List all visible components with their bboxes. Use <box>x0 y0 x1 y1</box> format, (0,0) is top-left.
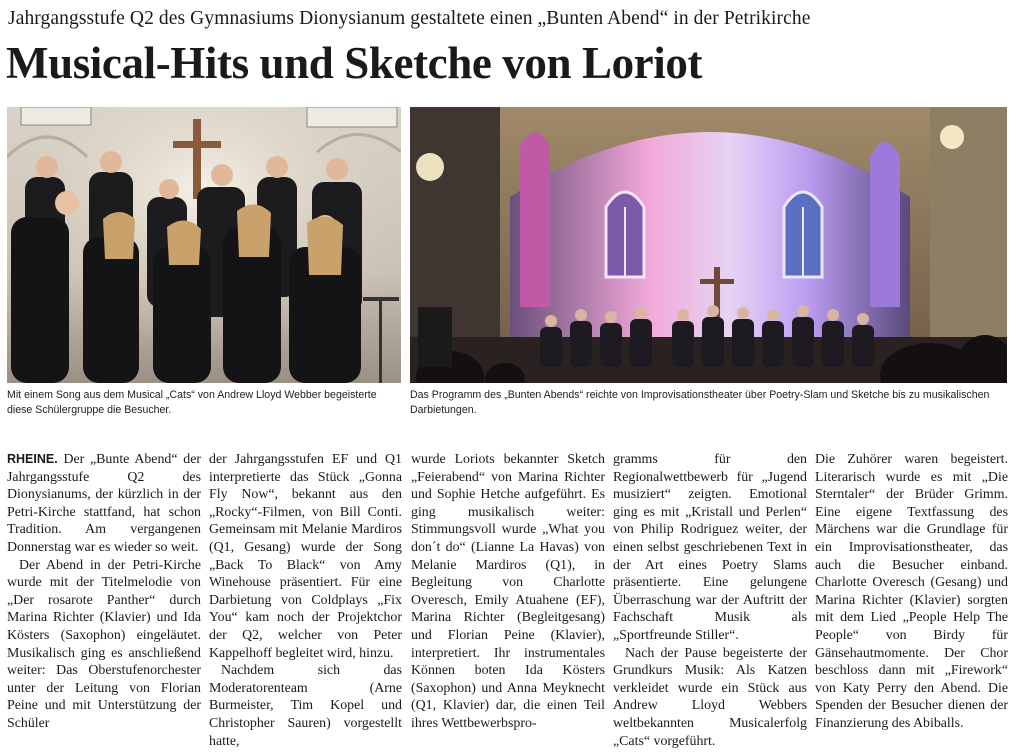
article-column-3 <box>411 451 605 751</box>
paragraph: wurde Loriots bekannter Sketch „Feierabend“ von Marina Richter und Sophie Hetche aufgeführt. Es ging musikalisch weiter: Stimmungsvoll wurde „What you don´t do“ (Lianne La Havas) von Melanie Mardiros (Q1), in Begleitung von Charlotte Overesch, Emily Atuahene (EF), Marina Richter (Begleitgesang) und Florian Peine (Klavier), interpretiert. Ihr instrumentales Können boten Ida Kösters (Saxophon) und Anna Meyknecht (Q1, Klavier) dar, die einen Teil ihres Wettbewerbspro- <box>411 452 605 731</box>
article-kicker: Jahrgangsstufe Q2 des Gymnasiums Dionysianum gestaltete einen „Bunten Abend“ in der Petrikirche <box>8 8 811 29</box>
paragraph: Der Abend in der Petri-Kirche wurde mit der Titelmelodie von „Der rosarote Panther“ durch Marina Richter (Klavier) und Ida Kösters (Saxophon) eingeläutet. Musikalisch ging es anschließend weiter: Das Oberstufenorchester unter der Leitung von Florian Peine und mit Unterstützung der Schüler <box>7 557 201 731</box>
paragraph: Nachdem sich das Moderatorenteam (Arne Burmeister, Tim Kopel und Christopher Sauren) vorgestellt hatte, <box>209 663 402 749</box>
paragraph: gramms für den Regionalwettbewerb für „Jugend musiziert“ zeigten. Emotional ging es mit „Kristall und Perlen“ von Philip Rodriguez weiter, der einen selbst geschriebenen Text in der Art eines Poetry Slams präsentierte. Eine gelungene Überraschung war der Auftritt der Fachschaft Musik als „Sportfreunde Stiller“. <box>613 452 807 643</box>
choir-group-photo <box>7 107 401 383</box>
article-column-2 <box>209 451 402 751</box>
paragraph <box>7 451 201 557</box>
dateline: RHEINE. <box>7 452 58 466</box>
article-headline: Musical-Hits und Sketche von Loriot <box>6 38 703 88</box>
paragraph: Die Zuhörer waren begeistert. Literarisch wurde es mit „Die Sterntaler“ der Brüder Grimm. Eine eigene Textfassung des Märchens war die Grundlage für ein Improvisationstheater, das auch die Besucher einband. Charlotte Overesch (Gesang) und Marina Richter (Klavier) sorgten mit dem Lied „People Help The People“ von Birdy für Gänsehautmomente. Der Chor beschloss dann mit „Firework“ von Katy Perry den Abend. Die Spenden der Besucher dienen der Finanzierung des Abiballs. <box>815 452 1008 731</box>
paragraph-text: Der „Bunte Abend“ der Jahrgangsstufe Q2 des Dionysianums, der kürzlich in der Petri-Kirche stattfand, hat schon Tradition. Am vergangenen Donnerstag war es wieder so weit. <box>7 452 201 555</box>
article-column-1 <box>7 451 201 751</box>
paragraph: Nach der Pause begeisterte der Grundkurs Musik: Als Katzen verkleidet wurde ein Stück aus Andrew Lloyd Webbers weltbekannten Musicalerfolg „Cats“ vorgeführt. <box>613 645 807 749</box>
article-column-5 <box>815 451 1008 751</box>
article-column-4 <box>613 451 807 751</box>
church-interior-photo <box>410 107 1007 383</box>
paragraph: der Jahrgangsstufen EF und Q1 interpretierte das Stück „Gonna Fly Now“, bekannt aus den „Rocky“-Filmen, von Bill Conti. Gemeinsam mit Melanie Mardiros (Q1, Gesang) wurde der Song „Back To Black“ von Amy Winehouse präsentiert. Für eine Darbietung von Coldplays „Fix You“ kam noch der Projektchor der Q2, welcher von Peter Kappelhoff begleitet wird, hinzu. <box>209 452 402 661</box>
photo-caption-2: Das Programm des „Bunten Abends“ reichte von Improvisationstheater über Poetry-Slam und Sketche bis zu musikalischen Darbietungen. <box>410 389 990 416</box>
photo-caption-1: Mit einem Song aus dem Musical „Cats“ von Andrew Lloyd Webber begeisterte diese Schülergruppe die Besucher. <box>7 389 377 416</box>
